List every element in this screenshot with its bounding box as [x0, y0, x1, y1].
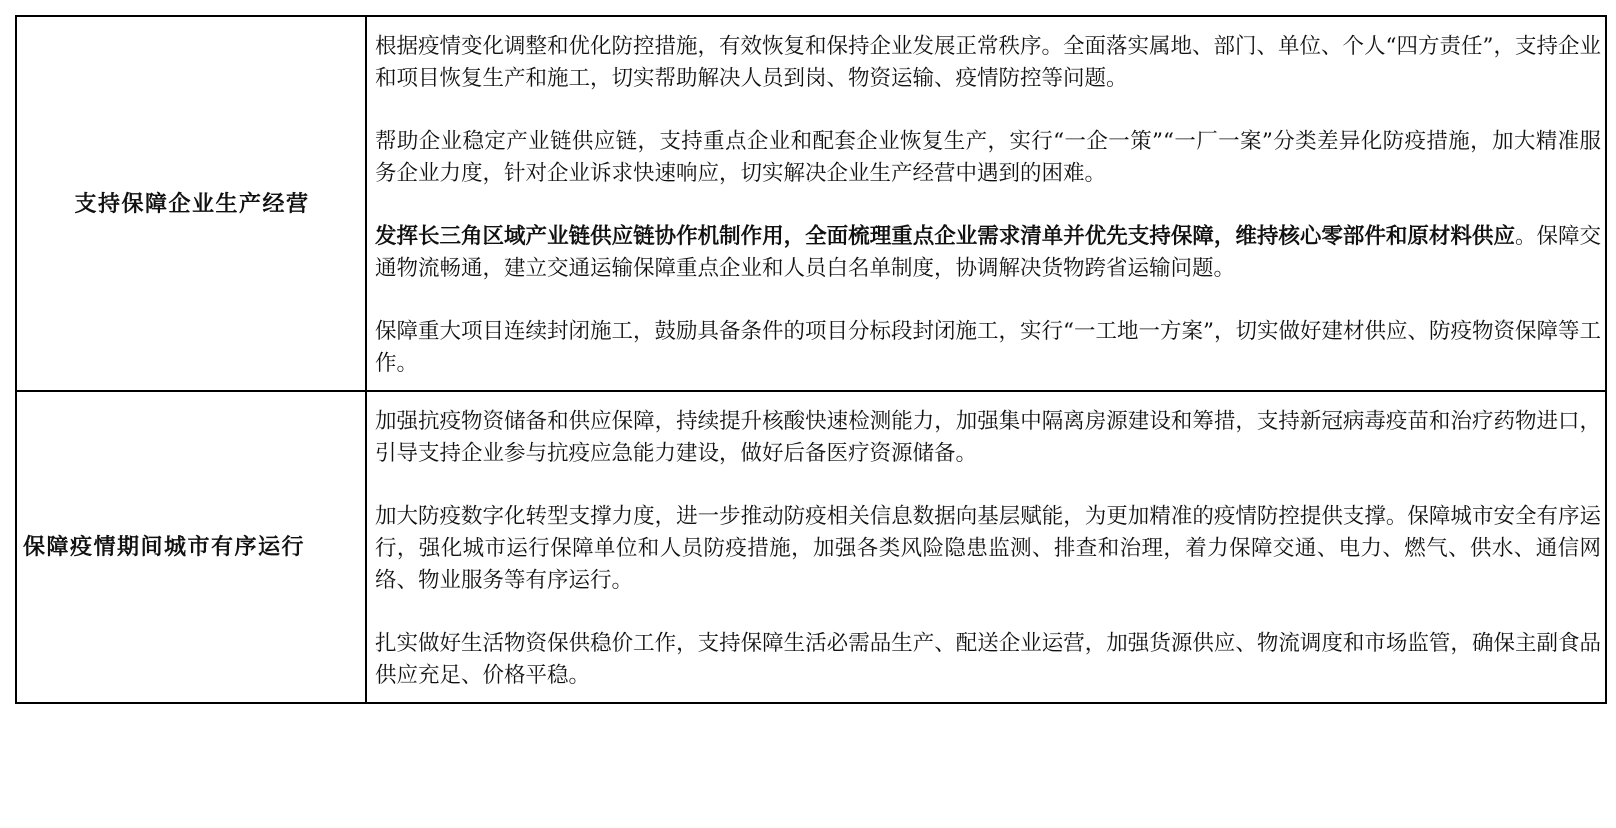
content-paragraph: 加强抗疫物资储备和供应保障，持续提升核酸快速检测能力，加强集中隔离房源建设和筹措，支持新冠病毒疫苗和治疗药物进口，引导支持企业参与抗疫应急能力建设，做好后备医疗资源储备。 — [375, 409, 1601, 466]
policy-table — [15, 15, 1607, 704]
table-row — [16, 16, 1606, 391]
content-cell — [366, 16, 1606, 391]
content-cell — [366, 391, 1606, 703]
content-paragraph: 加大防疫数字化转型支撑力度，进一步推动防疫相关信息数据向基层赋能，为更加精准的疫情防控提供支撑。保障城市安全有序运行，强化城市运行保障单位和人员防疫措施，加强各类风险隐患监测、排查和治理，着力保障交通、电力、燃气、供水、通信网络、物业服务等有序运行。 — [375, 504, 1601, 593]
content-paragraph: 扎实做好生活物资保供稳价工作，支持保障生活必需品生产、配送企业运营，加强货源供应、物流调度和市场监管，确保主副食品供应充足、价格平稳。 — [375, 631, 1601, 688]
paragraph-text: 。保障交通物流畅通，建立交通运输保障重点企业和人员白名单制度，协调解决货物跨省运输问题。 — [375, 224, 1601, 281]
content-paragraph: 保障重大项目连续封闭施工，鼓励具备条件的项目分标段封闭施工，实行“一工地一方案”，切实做好建材供应、防疫物资保障等工作。 — [375, 319, 1601, 376]
category-cell: 保障疫情期间城市有序运行 — [16, 391, 366, 703]
content-paragraph — [375, 221, 1601, 285]
bold-emphasis-text: 发挥长三角区域产业链供应链协作机制作用，全面梳理重点企业需求清单并优先支持保障，维持核心零部件和原材料供应 — [375, 224, 1515, 249]
content-paragraph: 帮助企业稳定产业链供应链，支持重点企业和配套企业恢复生产，实行“一企一策”“一厂一案”分类差异化防疫措施，加大精准服务企业力度，针对企业诉求快速响应，切实解决企业生产经营中遇到的困难。 — [375, 129, 1601, 186]
table-row — [16, 391, 1606, 703]
content-paragraph: 根据疫情变化调整和优化防控措施，有效恢复和保持企业发展正常秩序。全面落实属地、部门、单位、个人“四方责任”，支持企业和项目恢复生产和施工，切实帮助解决人员到岗、物资运输、疫情防控等问题。 — [375, 34, 1601, 91]
category-cell: 支持保障企业生产经营 — [16, 16, 366, 391]
